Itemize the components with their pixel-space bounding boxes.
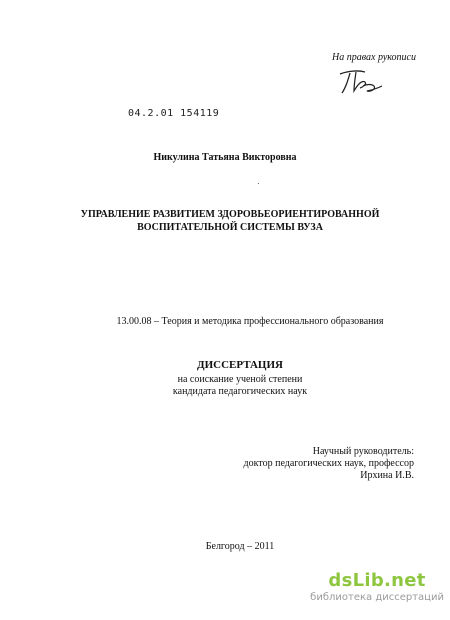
degree-description [80,374,400,398]
handwritten-signature [334,64,386,96]
supervisor-name: Ирхина И.В. [360,470,414,481]
specialty-code: 13.00.08 – Теория и методика профессионального образования [116,316,384,327]
scan-speck [258,183,259,184]
manuscript-rights-note: На правах рукописи [332,52,416,63]
dissertation-title [60,208,400,234]
supervisor-label: Научный руководитель: [312,446,414,457]
registration-number: 04.2.01 154119 [128,108,220,119]
city-and-year: Белгород – 2011 [205,541,275,552]
watermark-caption: библиотека диссертаций [310,592,444,603]
document-type: ДИССЕРТАЦИЯ [197,359,283,371]
title-line: ВОСПИТАТЕЛЬНОЙ СИСТЕМЫ ВУЗА [137,222,323,233]
degree-line: кандидата педагогических наук [172,386,308,397]
author-name: Никулина Татьяна Викторовна [153,152,297,163]
watermark-logo: dsLib.net [328,570,426,591]
degree-line: на соискание ученой степени [177,374,303,385]
title-line: УПРАВЛЕНИЕ РАЗВИТИЕМ ЗДОРОВЬЕОРИЕНТИРОВАННОЙ [80,209,380,220]
supervisor-position: доктор педагогических наук, профессор [243,458,414,469]
scientific-supervisor [244,446,414,482]
dslib-watermark [310,571,444,605]
